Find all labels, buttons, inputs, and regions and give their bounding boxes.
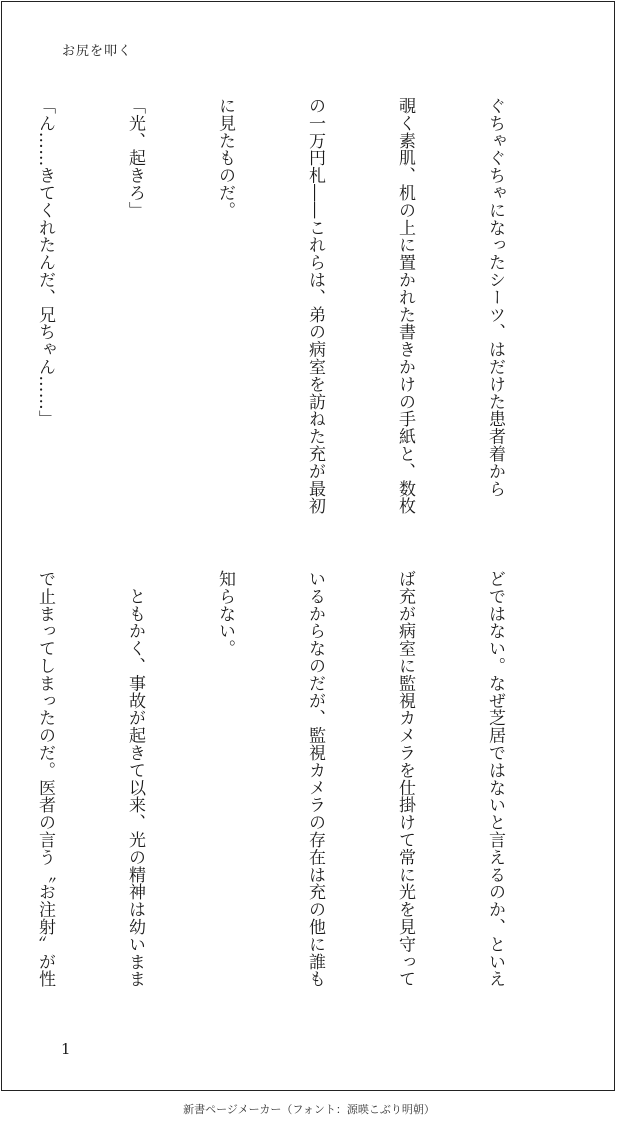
page-number: 1 [61,1040,71,1058]
text-line: 「光、起きろ」 [125,97,145,219]
book-page [1,1,615,1091]
text-line: に見たものだ。 [215,97,235,219]
text-line: 覗く素肌、机の上に置かれた書きかけの手紙と、数枚 [395,97,415,515]
running-title: お尻を叩く [62,44,133,59]
text-line: いるからなのだが、監視カメラの存在は充の他に誰も [305,570,325,988]
text-block-lower [35,570,570,1010]
text-line: ぐちゃぐちゃになったシーツ、はだけた患者着から [485,97,505,498]
text-line: ば充が病室に監視カメラを仕掛けて常に光を見守って [395,570,415,988]
footer-credit: 新書ページメーカー（フォント：源暎こぶり明朝） [183,1103,435,1116]
text-line: 知らない。 [215,570,235,657]
text-block-upper [35,97,570,537]
text-line: で止まってしまったのだ。医者の言う〝お注射〟が性 [35,570,55,988]
text-line: どではない。なぜ芝居ではないと言えるのか、といえ [485,570,505,988]
text-line: の一万円札――これらは、弟の病室を訪ねた充が最初 [305,97,325,515]
text-line: 「ん……きてくれたんだ、兄ちゃん……」 [35,97,55,428]
text-line: ともかく、事故が起きて以来、光の精神は幼いまま [125,570,145,988]
